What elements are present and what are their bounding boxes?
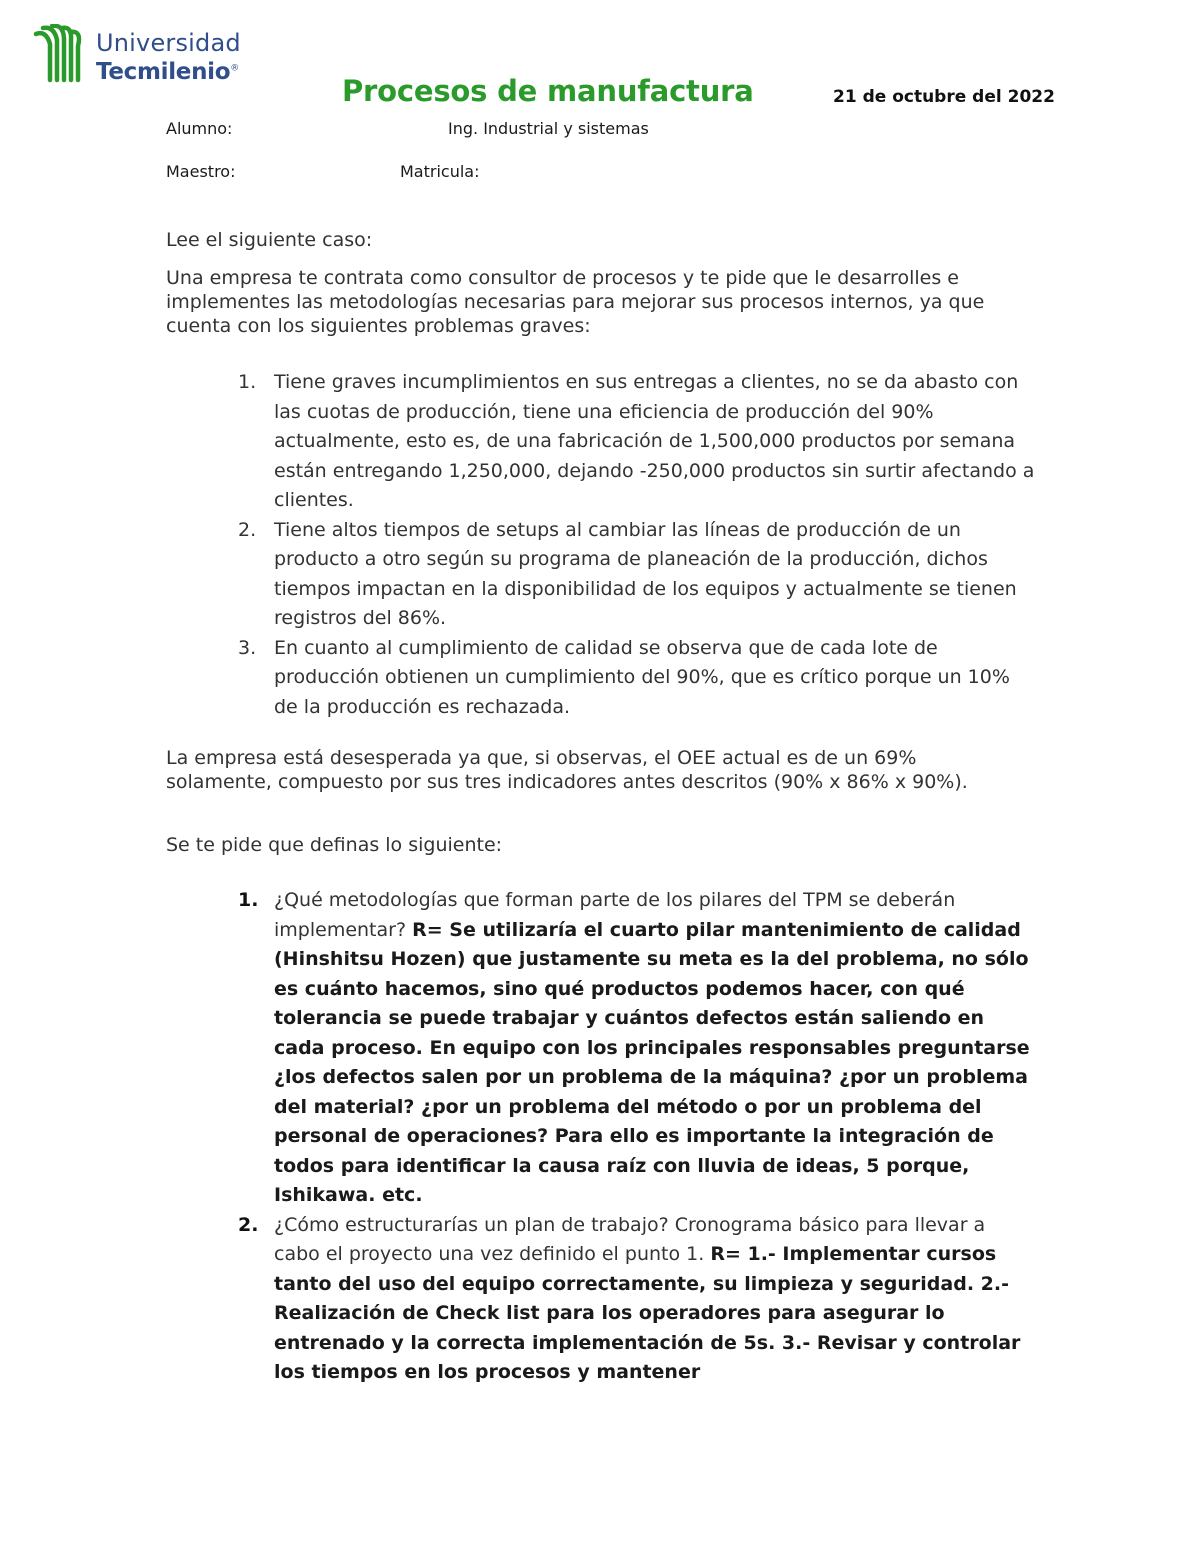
list-item: 1. ¿Qué metodologías que forman parte de los pilares del TPM se deberán implementar? R= Se utilizaría el cuarto pilar mantenimiento de calidad (Hinshitsu Hozen) que justamente su meta es la del problema, no sólo es cuánto hacemos, sino qué productos podemos hacer, con qué tolerancia se puede trabajar y cuántos defectos están saliendo en cada proceso. En equipo con los principales responsables preguntarse ¿los defectos salen por un problema de la máquina? ¿por un problema del material? ¿por un problema del método o por un problema del personal de operaciones? Para ello es importante la integración de todos para identificar la causa raíz con lluvia de ideas, 5 porque, Ishikawa. etc.	[238, 889, 1030, 1206]
document-title: Procesos de manufactura	[342, 74, 754, 108]
list-item: 2. Tiene altos tiempos de setups al cambiar las líneas de producción de un producto a otro según su programa de planeación de la producción, dichos tiempos impactan en la disponibilidad de los equipos y actualmente se tienen registros del 86%.	[238, 518, 1017, 629]
intro-text: Lee el siguiente caso:	[166, 229, 373, 251]
maestro-label: Maestro:	[166, 162, 236, 181]
oee-text: La empresa está desesperada ya que, si observas, el OEE actual es de un 69% solamente, compuesto por sus tres indicadores antes descritos (90% x 86% x 90%).	[166, 747, 968, 793]
list-item: 3. En cuanto al cumplimiento de calidad se observa que de cada lote de producción obtienen un cumplimiento del 90%, que es crítico porque un 10% de la producción es rechazada.	[238, 636, 1010, 718]
carrera-text: Ing. Industrial y sistemas	[448, 119, 649, 138]
list-item: 2. ¿Cómo estructurarías un plan de trabajo? Cronograma básico para llevar a cabo el proyecto una vez definido el punto 1. R= 1.- Implementar cursos tanto del uso del equipo correctamente, su limpieza y seguridad. 2.- Realización de Check list para los operadores para asegurar lo entrenado y la correcta implementación de 5s. 3.- Revisar y controlar los tiempos en los procesos y mantener	[238, 1213, 1021, 1383]
logo-text-tecmilenio: Tecmilenio®	[96, 59, 239, 85]
answer-text: R= 1.- Implementar cursos tanto del uso del equipo correctamente, su limpieza y seguridad. 2.- Realización de Check list para los operadores para asegurar lo entrenado y la correcta implementación de 5s. 3.- Revisar y controlar los tiempos en los procesos y mantener	[274, 1243, 1021, 1383]
problems-list	[166, 368, 1036, 722]
alumno-label: Alumno:	[166, 119, 233, 138]
logo-text-universidad: Universidad	[96, 29, 241, 57]
list-item: 1. Tiene graves incumplimientos en sus entregas a clientes, no se da abasto con las cuotas de producción, tiene una eficiencia de producción del 90% actualmente, esto es, de una fabricación de 1,500,000 productos por semana están entregando 1,250,000, dejando -250,000 productos sin surtir afectando a clientes.	[238, 371, 1035, 511]
task-intro-text: Se te pide que definas lo siguiente:	[166, 834, 503, 856]
question-text: ¿Cómo estructurarías un plan de trabajo? Cronograma básico para llevar a cabo el proyecto una vez definido el punto 1.	[274, 1213, 986, 1265]
matricula-label: Matricula:	[400, 162, 480, 181]
case-text: Una empresa te contrata como consultor de procesos y te pide que le desarrolles e implementes las metodologías necesarias para mejorar sus procesos internos, ya que cuenta con los siguientes problemas graves:	[166, 267, 985, 337]
tecmilenio-leaf-icon	[30, 24, 90, 84]
questions-list	[166, 886, 1036, 1388]
answer-text: R= Se utilizaría el cuarto pilar mantenimiento de calidad (Hinshitsu Hozen) que justamente su meta es la del problema, no sólo es cuánto hacemos, sino qué productos podemos hacer, con qué tolerancia se puede trabajar y cuántos defectos están saliendo en cada proceso. En equipo con los principales responsables preguntarse ¿los defectos salen por un problema de la máquina? ¿por un problema del material? ¿por un problema del método o por un problema del personal de operaciones? Para ello es importante la integración de todos para identificar la causa raíz con lluvia de ideas, 5 porque, Ishikawa. etc.	[274, 918, 1030, 1206]
document-date: 21 de octubre del 2022	[833, 87, 1055, 107]
university-logo	[30, 24, 260, 86]
question-text: ¿Qué metodologías que forman parte de los pilares del TPM se deberán implementar?	[274, 889, 956, 941]
